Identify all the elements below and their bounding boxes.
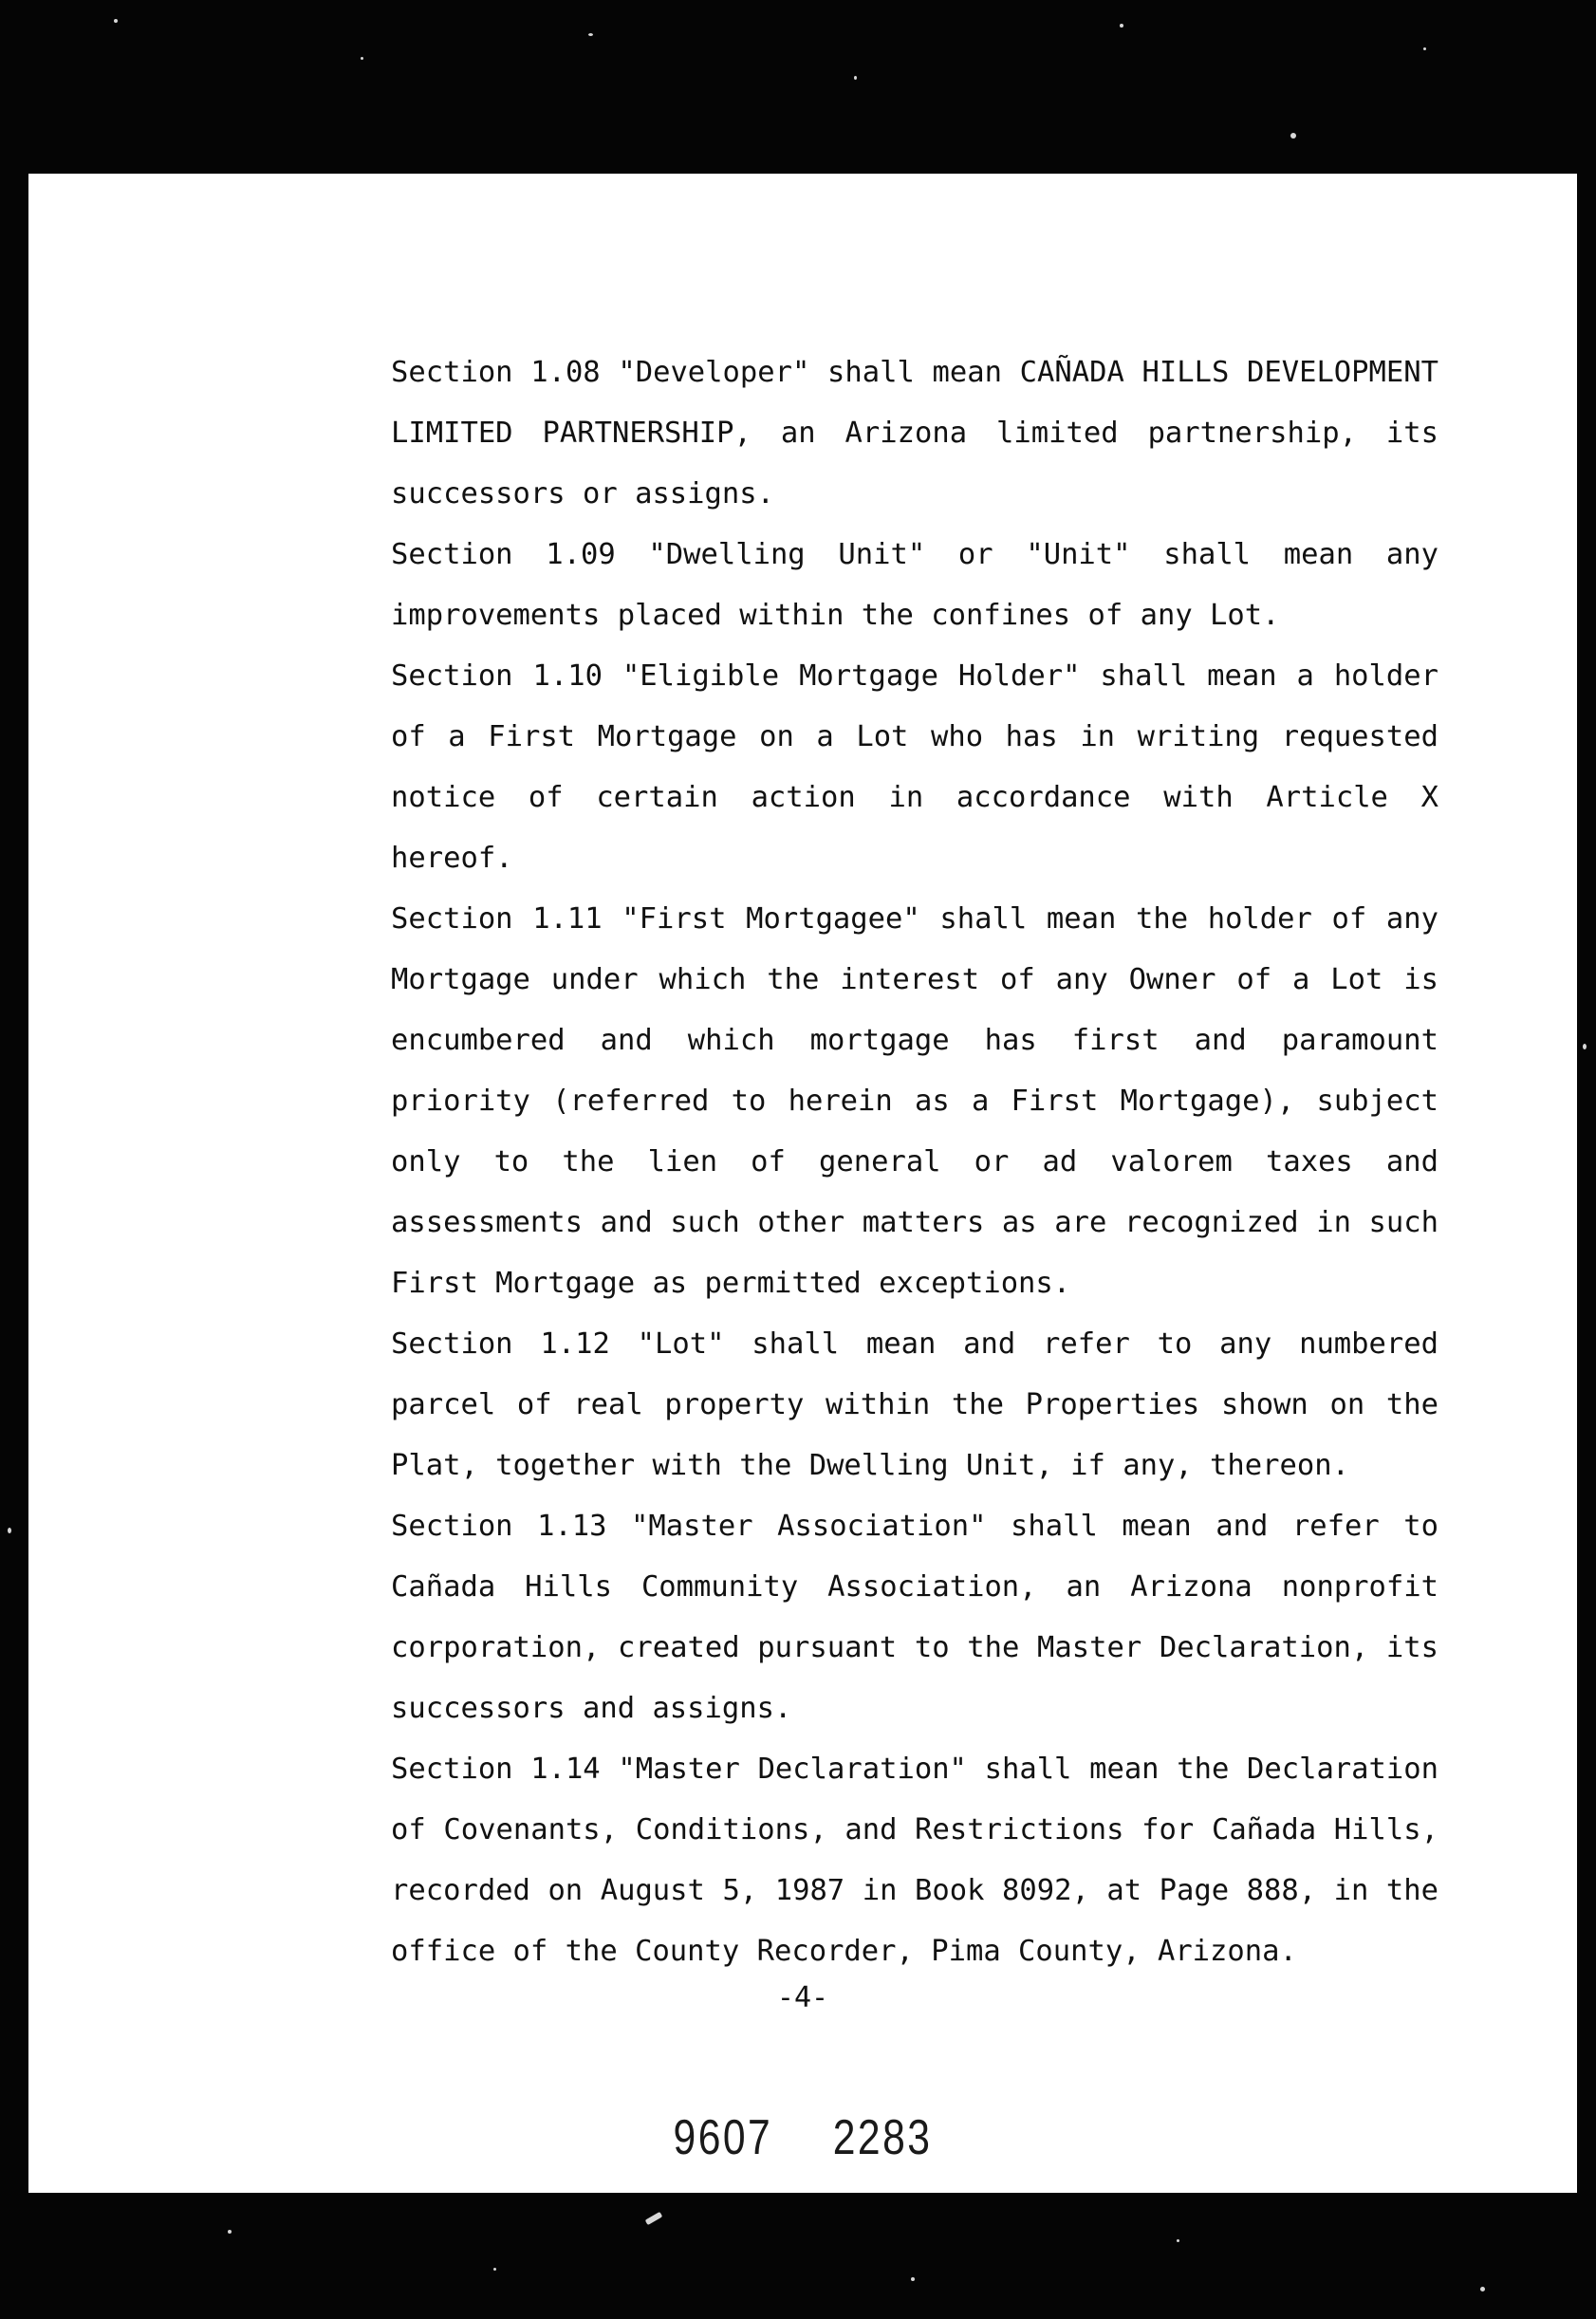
paragraph-section-1-09: Section 1.09 "Dwelling Unit" or "Unit" shall mean any improvements placed within the confines of any Lot.: [391, 538, 1438, 632]
scan-speck: [493, 2268, 496, 2271]
paragraph-section-1-14: Section 1.14 "Master Declaration" shall mean the Declaration of Covenants, Conditions, and Restrictions for Cañada Hills, recorded on August 5, 1987 in Book 8092, at Page 888, in the office of the County Recorder, Pima County, Arizona.: [391, 1753, 1438, 1968]
stamp-page-number: 2283: [832, 2110, 933, 2165]
scan-speck: [361, 57, 363, 60]
scan-speck: [911, 2277, 915, 2281]
scan-speck: [1423, 47, 1426, 50]
document-page: [28, 174, 1577, 2193]
scan-speck: [8, 1528, 11, 1533]
scan-speck: [114, 19, 118, 23]
recording-stamp: [168, 2109, 1438, 2166]
paragraph-section-1-12: Section 1.12 "Lot" shall mean and refer to any numbered parcel of real property within the Properties shown on the Plat, together with the Dwelling Unit, if any, thereon.: [391, 1327, 1438, 1482]
scan-speck: [854, 76, 857, 80]
paragraph-section-1-08: Section 1.08 "Developer" shall mean CAÑADA HILLS DEVELOPMENT LIMITED PARTNERSHIP, an Arizona limited partnership, its successors or assigns.: [391, 356, 1438, 510]
paragraph-section-1-13: Section 1.13 "Master Association" shall mean and refer to Cañada Hills Community Association, an Arizona nonprofit corporation, created pursuant to the Master Declaration, its successors and assigns.: [391, 1510, 1438, 1725]
scan-speck: [1290, 133, 1296, 139]
scan-speck: [1583, 1044, 1587, 1049]
scan-speck: [588, 33, 593, 36]
scan-speck: [1480, 2287, 1485, 2291]
paragraph-section-1-10: Section 1.10 "Eligible Mortgage Holder" shall mean a holder of a First Mortgage on a Lot who has in writing requested notice of certain action in accordance with Article X hereof.: [391, 659, 1438, 875]
scan-speck: [645, 2212, 663, 2225]
scan-speck: [228, 2230, 232, 2234]
document-body: [211, 343, 1438, 1982]
scan-speck: [1177, 2239, 1179, 2242]
page-number: -4-: [776, 1981, 829, 2014]
stamp-book-number: 9607: [673, 2110, 773, 2165]
scan-speck: [1120, 24, 1123, 28]
paragraph-section-1-11: Section 1.11 "First Mortgagee" shall mean the holder of any Mortgage under which the interest of any Owner of a Lot is encumbered and which mortgage has first and paramount priority (referred to herein as a First Mortgage), subject only to the lien of general or ad valorem taxes and assessments and such other matters as are recognized in such First Mortgage as permitted exceptions.: [391, 902, 1438, 1300]
